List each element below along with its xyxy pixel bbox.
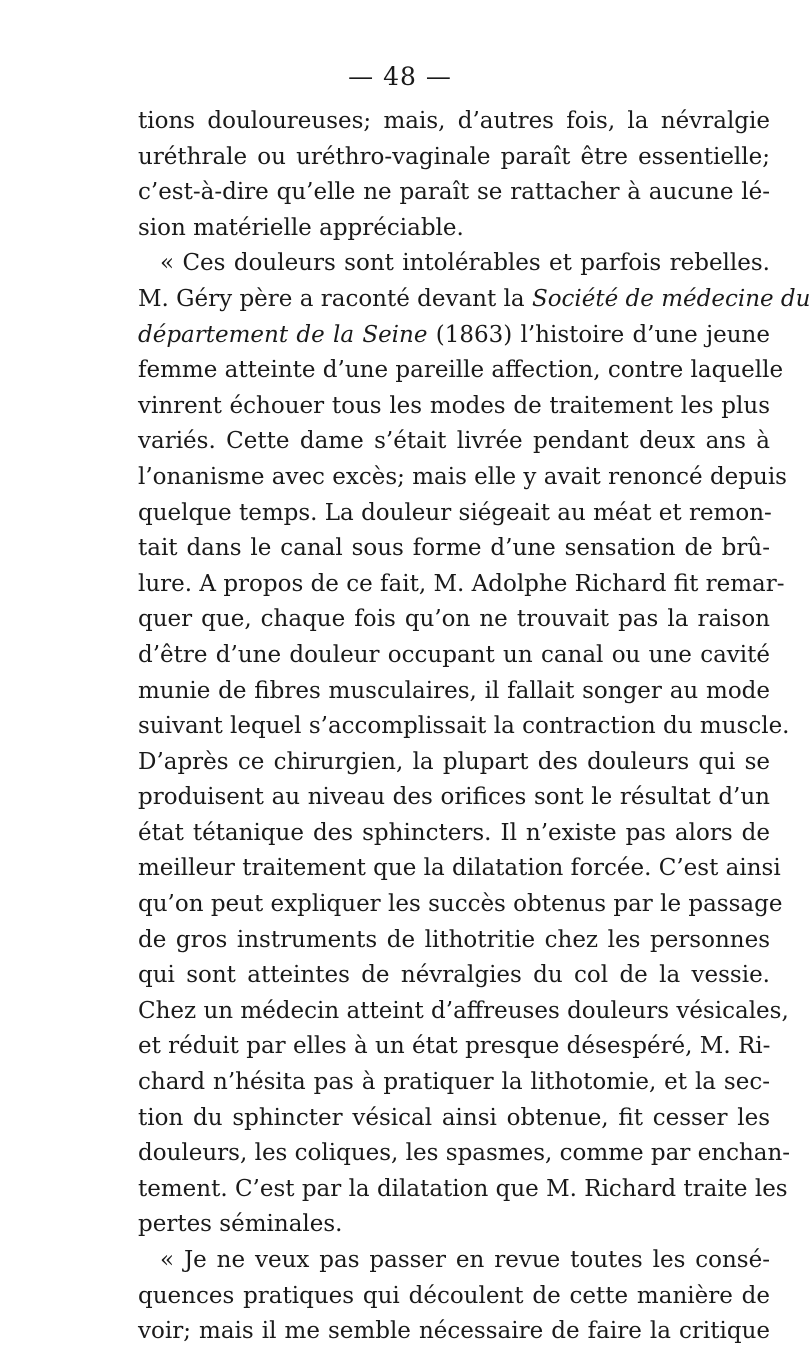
text-line: qu’on peut expliquer les succès obtenus par le passage <box>138 891 783 918</box>
text-line: quelque temps. La douleur siégeait au méat et remon- <box>138 499 772 526</box>
text-line: qui sont atteintes de névralgies du col de la vessie. <box>138 962 770 989</box>
department-italic: département de la Seine <box>138 321 428 348</box>
text-line-with-italic <box>138 282 810 318</box>
text-line: meilleur traitement que la dilatation forcée. C’est ainsi <box>138 855 781 882</box>
text-line: D’après ce chirurgien, la plupart des douleurs qui se <box>138 748 770 775</box>
text-line: l’onanisme avec excès; mais elle y avait renoncé depuis <box>138 463 787 490</box>
society-name-italic: Société de médecine du <box>531 285 810 312</box>
text-line: tion du sphincter vésical ainsi obtenue, fit cesser les <box>138 1104 770 1131</box>
text-line: chard n’hésita pas à pratiquer la lithotomie, et la sec- <box>138 1069 770 1096</box>
text-line: d’être d’une douleur occupant un canal ou une cavité <box>138 641 770 668</box>
text-line: de gros instruments de lithotritie chez les personnes <box>138 926 770 953</box>
text-line: produisent au niveau des orifices sont le résultat d’un <box>138 784 770 811</box>
text-line: tait dans le canal sous forme d’une sensation de brû- <box>138 535 770 562</box>
text-line: douleurs, les coliques, les spasmes, comme par enchan- <box>138 1140 791 1167</box>
text-line: femme atteinte d’une pareille affection, contre laquelle <box>138 357 784 384</box>
text-line: tement. C’est par la dilatation que M. Richard traite les <box>138 1175 788 1202</box>
text-line: voir; mais il me semble nécessaire de faire la critique <box>138 1318 770 1345</box>
text-line: Chez un médecin atteint d’affreuses douleurs vésicales, <box>138 997 789 1024</box>
text-line: tions douloureuses; mais, d’autres fois, la névralgie <box>138 108 770 134</box>
text-line: sion matérielle appréciable. <box>138 214 464 241</box>
text-line: munie de fibres musculaires, il fallait songer au mode <box>138 677 770 704</box>
text-line: « Je ne veux pas passer en revue toutes les consé- <box>160 1247 770 1273</box>
text-line: uréthrale ou uréthro-vaginale paraît être essentielle; <box>138 143 770 170</box>
text-line: état tétanique des sphincters. Il n’existe pas alors de <box>138 819 770 846</box>
line-prefix: M. Géry père a raconté devant la <box>138 285 532 312</box>
text-line: lure. A propos de ce fait, M. Adolphe Richard fit remar- <box>138 570 785 597</box>
text-line: quer que, chaque fois qu’on ne trouvait pas la raison <box>138 606 770 633</box>
line-suffix: (1863) l’histoire d’une jeune <box>427 321 770 348</box>
text-line: suivant lequel s’accomplissait la contraction du muscle. <box>138 713 790 740</box>
text-line: pertes séminales. <box>138 1211 343 1238</box>
text-line-with-italic <box>138 318 770 354</box>
body-text <box>138 104 810 1350</box>
text-line: et réduit par elles à un état presque désespéré, M. Ri- <box>138 1033 771 1060</box>
text-line: variés. Cette dame s’était livrée pendant deux ans à <box>138 428 770 455</box>
text-line: vinrent échouer tous les modes de traitement les plus <box>138 392 770 419</box>
text-line: c’est-à-dire qu’elle ne paraît se rattacher à aucune lé- <box>138 179 770 206</box>
text-line: « Ces douleurs sont intolérables et parfois rebelles. <box>160 250 770 277</box>
page-number: — 48 — <box>348 62 452 91</box>
text-line: quences pratiques qui découlent de cette manière de <box>138 1282 770 1309</box>
